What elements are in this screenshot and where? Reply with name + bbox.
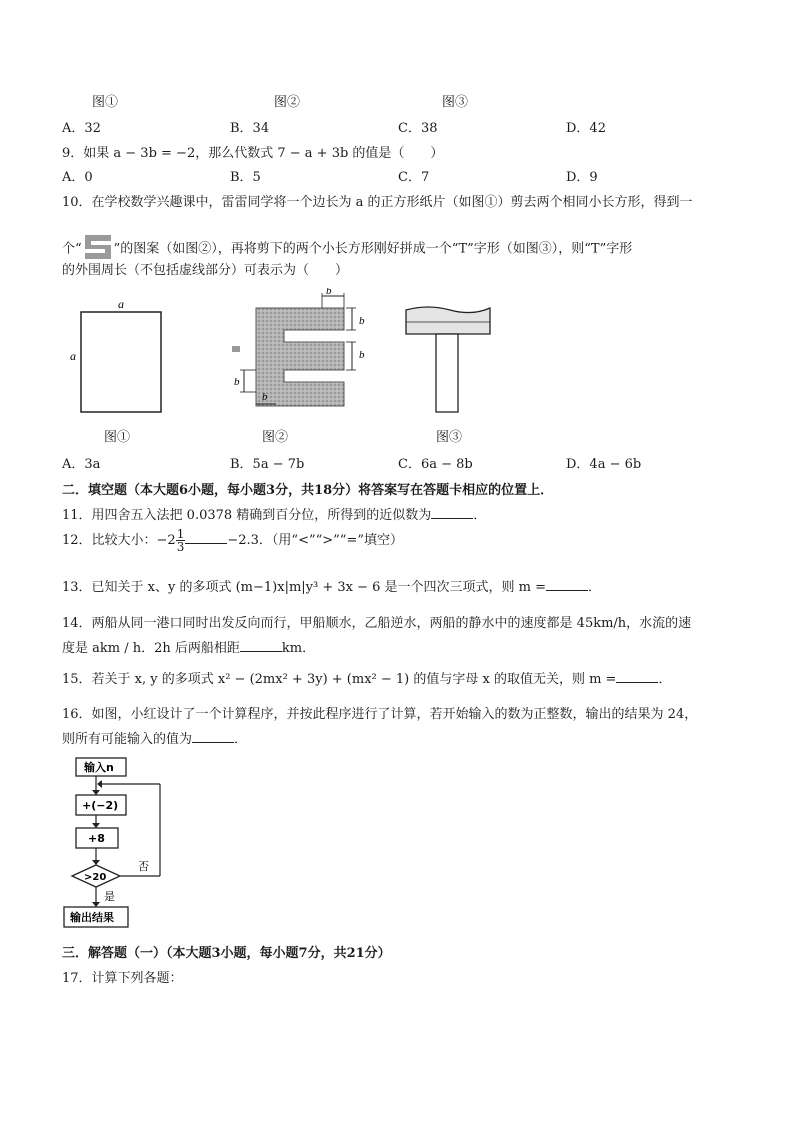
q9-option-a: A．0 <box>62 170 93 185</box>
q12-prefix: 12．比较大小：−2 <box>62 533 176 548</box>
flow-no-label: 否 <box>138 860 149 873</box>
fig2-left-b-label: b <box>234 376 240 388</box>
q10-option-d: D．4a − 6b <box>566 457 642 472</box>
q14-answer-blank <box>240 639 282 652</box>
q9-option-d: D．9 <box>566 170 598 185</box>
q13-text: 13．已知关于 x、y 的多项式 (m−1)x|m|y³ + 3x − 6 是一个四次三项式，则 m = <box>62 580 547 595</box>
q17: 17．计算下列各题： <box>62 971 183 986</box>
q8-option-b: B．34 <box>230 121 270 136</box>
q10-option-c: C．6a − 8b <box>398 457 473 472</box>
q10-line-3: 的外围周长（不包括虚线部分）可表示为（ ） <box>62 263 349 278</box>
flow-step-1: +(−2) <box>82 799 119 812</box>
q10-figure-3 <box>398 300 498 420</box>
q11 <box>62 504 486 523</box>
q16-line-1: 16．如图，小红设计了一个计算程序，并按此程序进行了计算，若开始输入的数为正整数，输出的结果为 24， <box>62 707 698 722</box>
top-fig-label-3: 图③ <box>442 95 469 110</box>
top-fig-label-2: 图② <box>274 95 301 110</box>
flow-condition: >20 <box>84 872 107 883</box>
section-2-heading: 二．填空题（本大题6小题，每小题3分，共18分）将答案写在答题卡相应的位置上． <box>62 483 554 498</box>
q10-fig-label-1: 图① <box>104 430 131 445</box>
q15-end: ． <box>658 672 672 687</box>
q15 <box>62 668 671 687</box>
q8-option-a: A．32 <box>62 121 101 136</box>
fig2-right-b-label-2: b <box>359 349 365 361</box>
flow-input: 输入n <box>84 761 114 774</box>
q8-option-d: D．42 <box>566 121 606 136</box>
q16-end: ． <box>234 732 248 747</box>
q12-fraction <box>176 528 186 553</box>
q13 <box>62 576 601 595</box>
q10-option-a: A．3a <box>62 457 101 472</box>
q9-option-b: B．5 <box>230 170 261 185</box>
q9-option-c: C．7 <box>398 170 430 185</box>
q14-end: km． <box>281 641 316 656</box>
q10-line-2b: ”的图案（如图②），再将剪下的两个小长方形刚好拼成一个“T”字形（如图③），则“T”字形 <box>113 241 633 257</box>
q14-line-2-text: 度是 akm / h．2h 后两船相距 <box>62 641 240 656</box>
q10-fig-label-3: 图③ <box>436 430 463 445</box>
q10-fig-label-2: 图② <box>262 430 289 445</box>
q11-end: ． <box>473 508 487 523</box>
q12-answer-blank <box>185 531 227 544</box>
q10-figure-1 <box>66 298 166 420</box>
flow-output: 输出结果 <box>70 911 114 924</box>
q16-line-2 <box>62 728 247 747</box>
q10-line-2a: 个“ <box>62 241 82 257</box>
q10-option-b: B．5a − 7b <box>230 457 305 472</box>
q16-answer-blank <box>192 730 234 743</box>
fig2-bottom-b-label: b <box>262 391 268 403</box>
q10-figure-2 <box>226 288 376 420</box>
q14-line-2 <box>62 637 315 656</box>
q8-option-c: C．38 <box>398 121 438 136</box>
q9-stem: 9．如果 a − 3b = −2，那么代数式 7 − a + 3b 的值是（ ） <box>62 146 444 161</box>
q12-frac-den: 3 <box>176 540 185 554</box>
q10-line-1: 10．在学校数学兴趣课中，雷雷同学将一个边长为 a 的正方形纸片（如图①）剪去两个相同小长方形，得到一 <box>62 195 693 210</box>
q13-answer-blank <box>546 578 588 591</box>
q11-text: 11．用四舍五入法把 0.0378 精确到百分位，所得到的近似数为 <box>62 508 432 523</box>
q16-flowchart <box>62 754 172 934</box>
q13-end: ． <box>588 580 602 595</box>
q12-suffix: −2.3．（用“<”“>”“=”填空） <box>227 533 403 548</box>
flow-step-2: +8 <box>88 832 105 845</box>
q15-text: 15．若关于 x, y 的多项式 x² − (2mx² + 3y) + (mx² − 1) 的值与字母 x 的取值无关，则 m = <box>62 672 617 687</box>
top-fig-label-1: 图① <box>92 95 119 110</box>
fig2-top-b-label: b <box>326 288 332 297</box>
fig2-right-b-label-1: b <box>359 315 365 327</box>
q12 <box>62 528 403 553</box>
q16-line-2-text: 则所有可能输入的值为 <box>62 732 193 747</box>
section-3-heading: 三．解答题（一）（本大题3小题，每小题7分，共21分） <box>62 946 391 961</box>
flow-yes-label: 是 <box>104 890 115 903</box>
q14-line-1: 14．两船从同一港口同时出发反向而行，甲船顺水，乙船逆水，两船的静水中的速度都是 45km/h，水流的速 <box>62 616 692 631</box>
q11-answer-blank <box>431 506 473 519</box>
fig1-top-side-label: a <box>118 298 124 311</box>
q12-frac-num: 1 <box>176 527 185 541</box>
q15-answer-blank <box>616 670 658 683</box>
fig1-left-side-label: a <box>70 349 76 363</box>
